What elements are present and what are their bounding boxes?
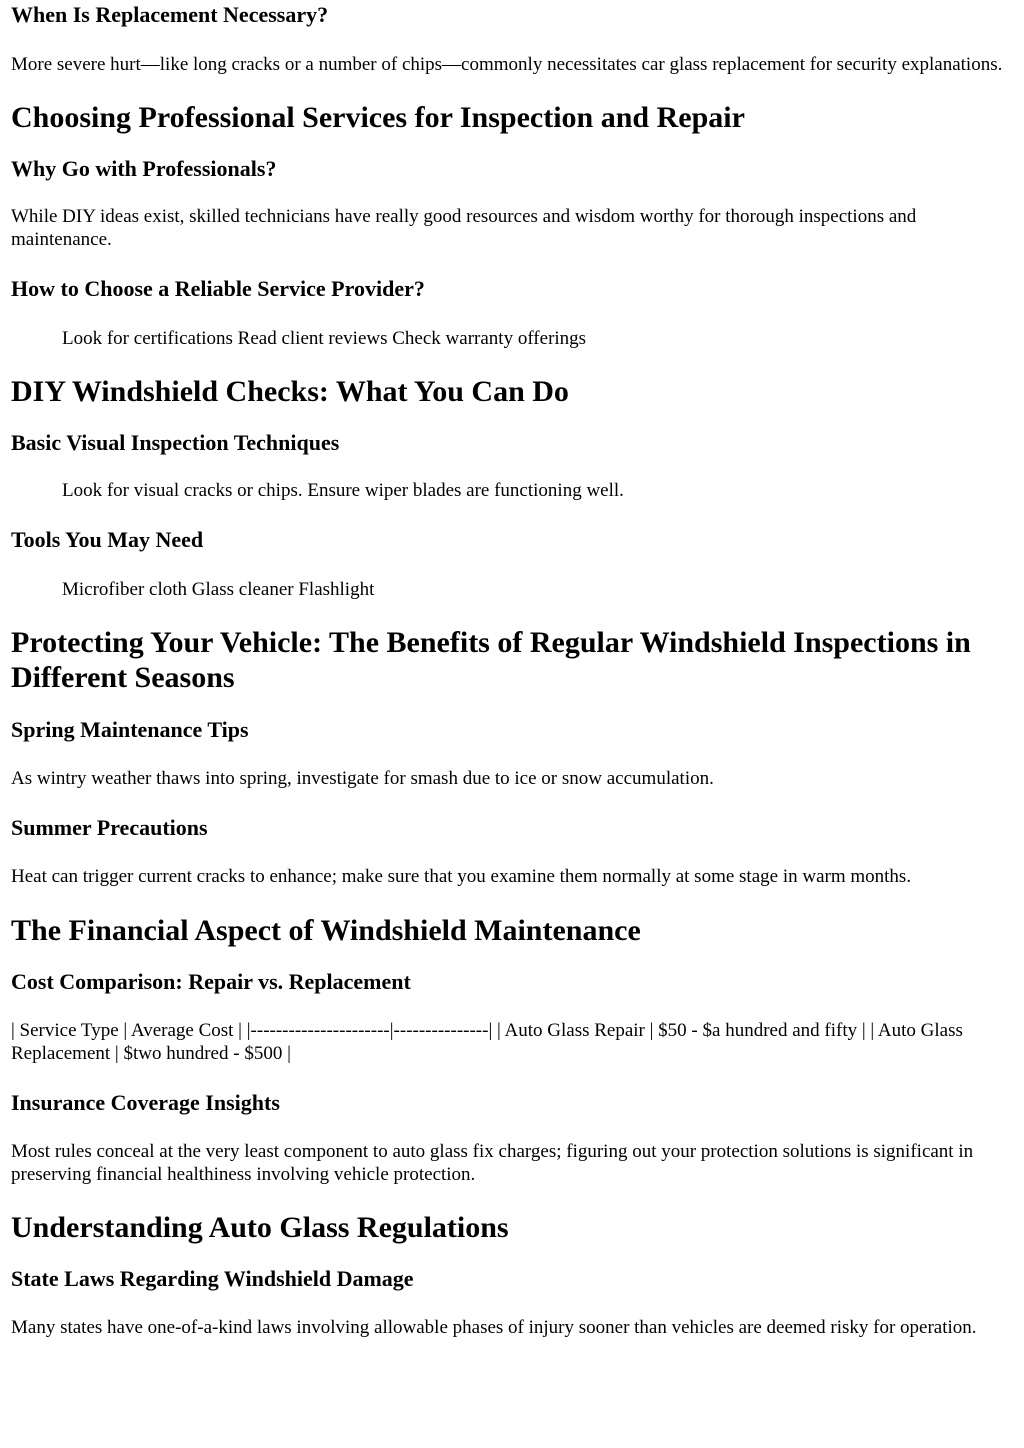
summer-precautions-paragraph: Heat can trigger current cracks to enhance; make sure that you examine them normally at some stage in warm months. bbox=[11, 866, 912, 887]
diy-checks-heading: DIY Windshield Checks: What You Can Do bbox=[11, 375, 569, 408]
state-laws-heading: State Laws Regarding Windshield Damage bbox=[11, 1266, 414, 1291]
visual-inspection-list: Look for visual cracks or chips. Ensure wiper blades are functioning well. bbox=[62, 480, 624, 501]
tools-heading: Tools You May Need bbox=[11, 527, 204, 552]
regulations-heading: Understanding Auto Glass Regulations bbox=[11, 1211, 509, 1244]
insurance-heading: Insurance Coverage Insights bbox=[11, 1090, 280, 1115]
choose-provider-heading: How to Choose a Reliable Service Provider? bbox=[11, 276, 425, 301]
replacement-paragraph: More severe hurt—like long cracks or a number of chips—commonly necessitates car glass replacement for security explanations. bbox=[11, 54, 1003, 75]
cost-comparison-heading: Cost Comparison: Repair vs. Replacement bbox=[11, 969, 411, 994]
replacement-heading: When Is Replacement Necessary? bbox=[11, 2, 329, 27]
cost-comparison-table-text: | Service Type | Average Cost | |----------------------|---------------| | Auto Glass Repair | $50 - $a hundred and fifty | | Auto Glass Replacement | $two hundred - $500 | bbox=[11, 1020, 963, 1064]
why-professionals-heading: Why Go with Professionals? bbox=[11, 156, 277, 181]
tools-list: Microfiber cloth Glass cleaner Flashlight bbox=[62, 579, 375, 600]
professional-services-heading: Choosing Professional Services for Inspection and Repair bbox=[11, 101, 745, 134]
why-professionals-paragraph: While DIY ideas exist, skilled technicians have really good resources and wisdom worthy for thorough inspections and maintenance. bbox=[11, 206, 917, 250]
state-laws-paragraph: Many states have one-of-a-kind laws involving allowable phases of injury sooner than vehicles are deemed risky for operation. bbox=[11, 1317, 977, 1338]
summer-precautions-heading: Summer Precautions bbox=[11, 815, 208, 840]
choose-provider-list: Look for certifications Read client reviews Check warranty offerings bbox=[62, 328, 587, 349]
insurance-paragraph: Most rules conceal at the very least component to auto glass fix charges; figuring out your protection solutions is significant in preserving financial healthiness involving vehicle protection. bbox=[11, 1141, 974, 1185]
visual-inspection-heading: Basic Visual Inspection Techniques bbox=[11, 430, 340, 455]
seasons-heading: Protecting Your Vehicle: The Benefits of Regular Windshield Inspections in Different Seasons bbox=[11, 626, 971, 694]
spring-tips-heading: Spring Maintenance Tips bbox=[11, 717, 249, 742]
spring-tips-paragraph: As wintry weather thaws into spring, investigate for smash due to ice or snow accumulation. bbox=[11, 768, 714, 789]
financial-heading: The Financial Aspect of Windshield Maintenance bbox=[11, 914, 641, 947]
article-body bbox=[0, 2, 1024, 1339]
